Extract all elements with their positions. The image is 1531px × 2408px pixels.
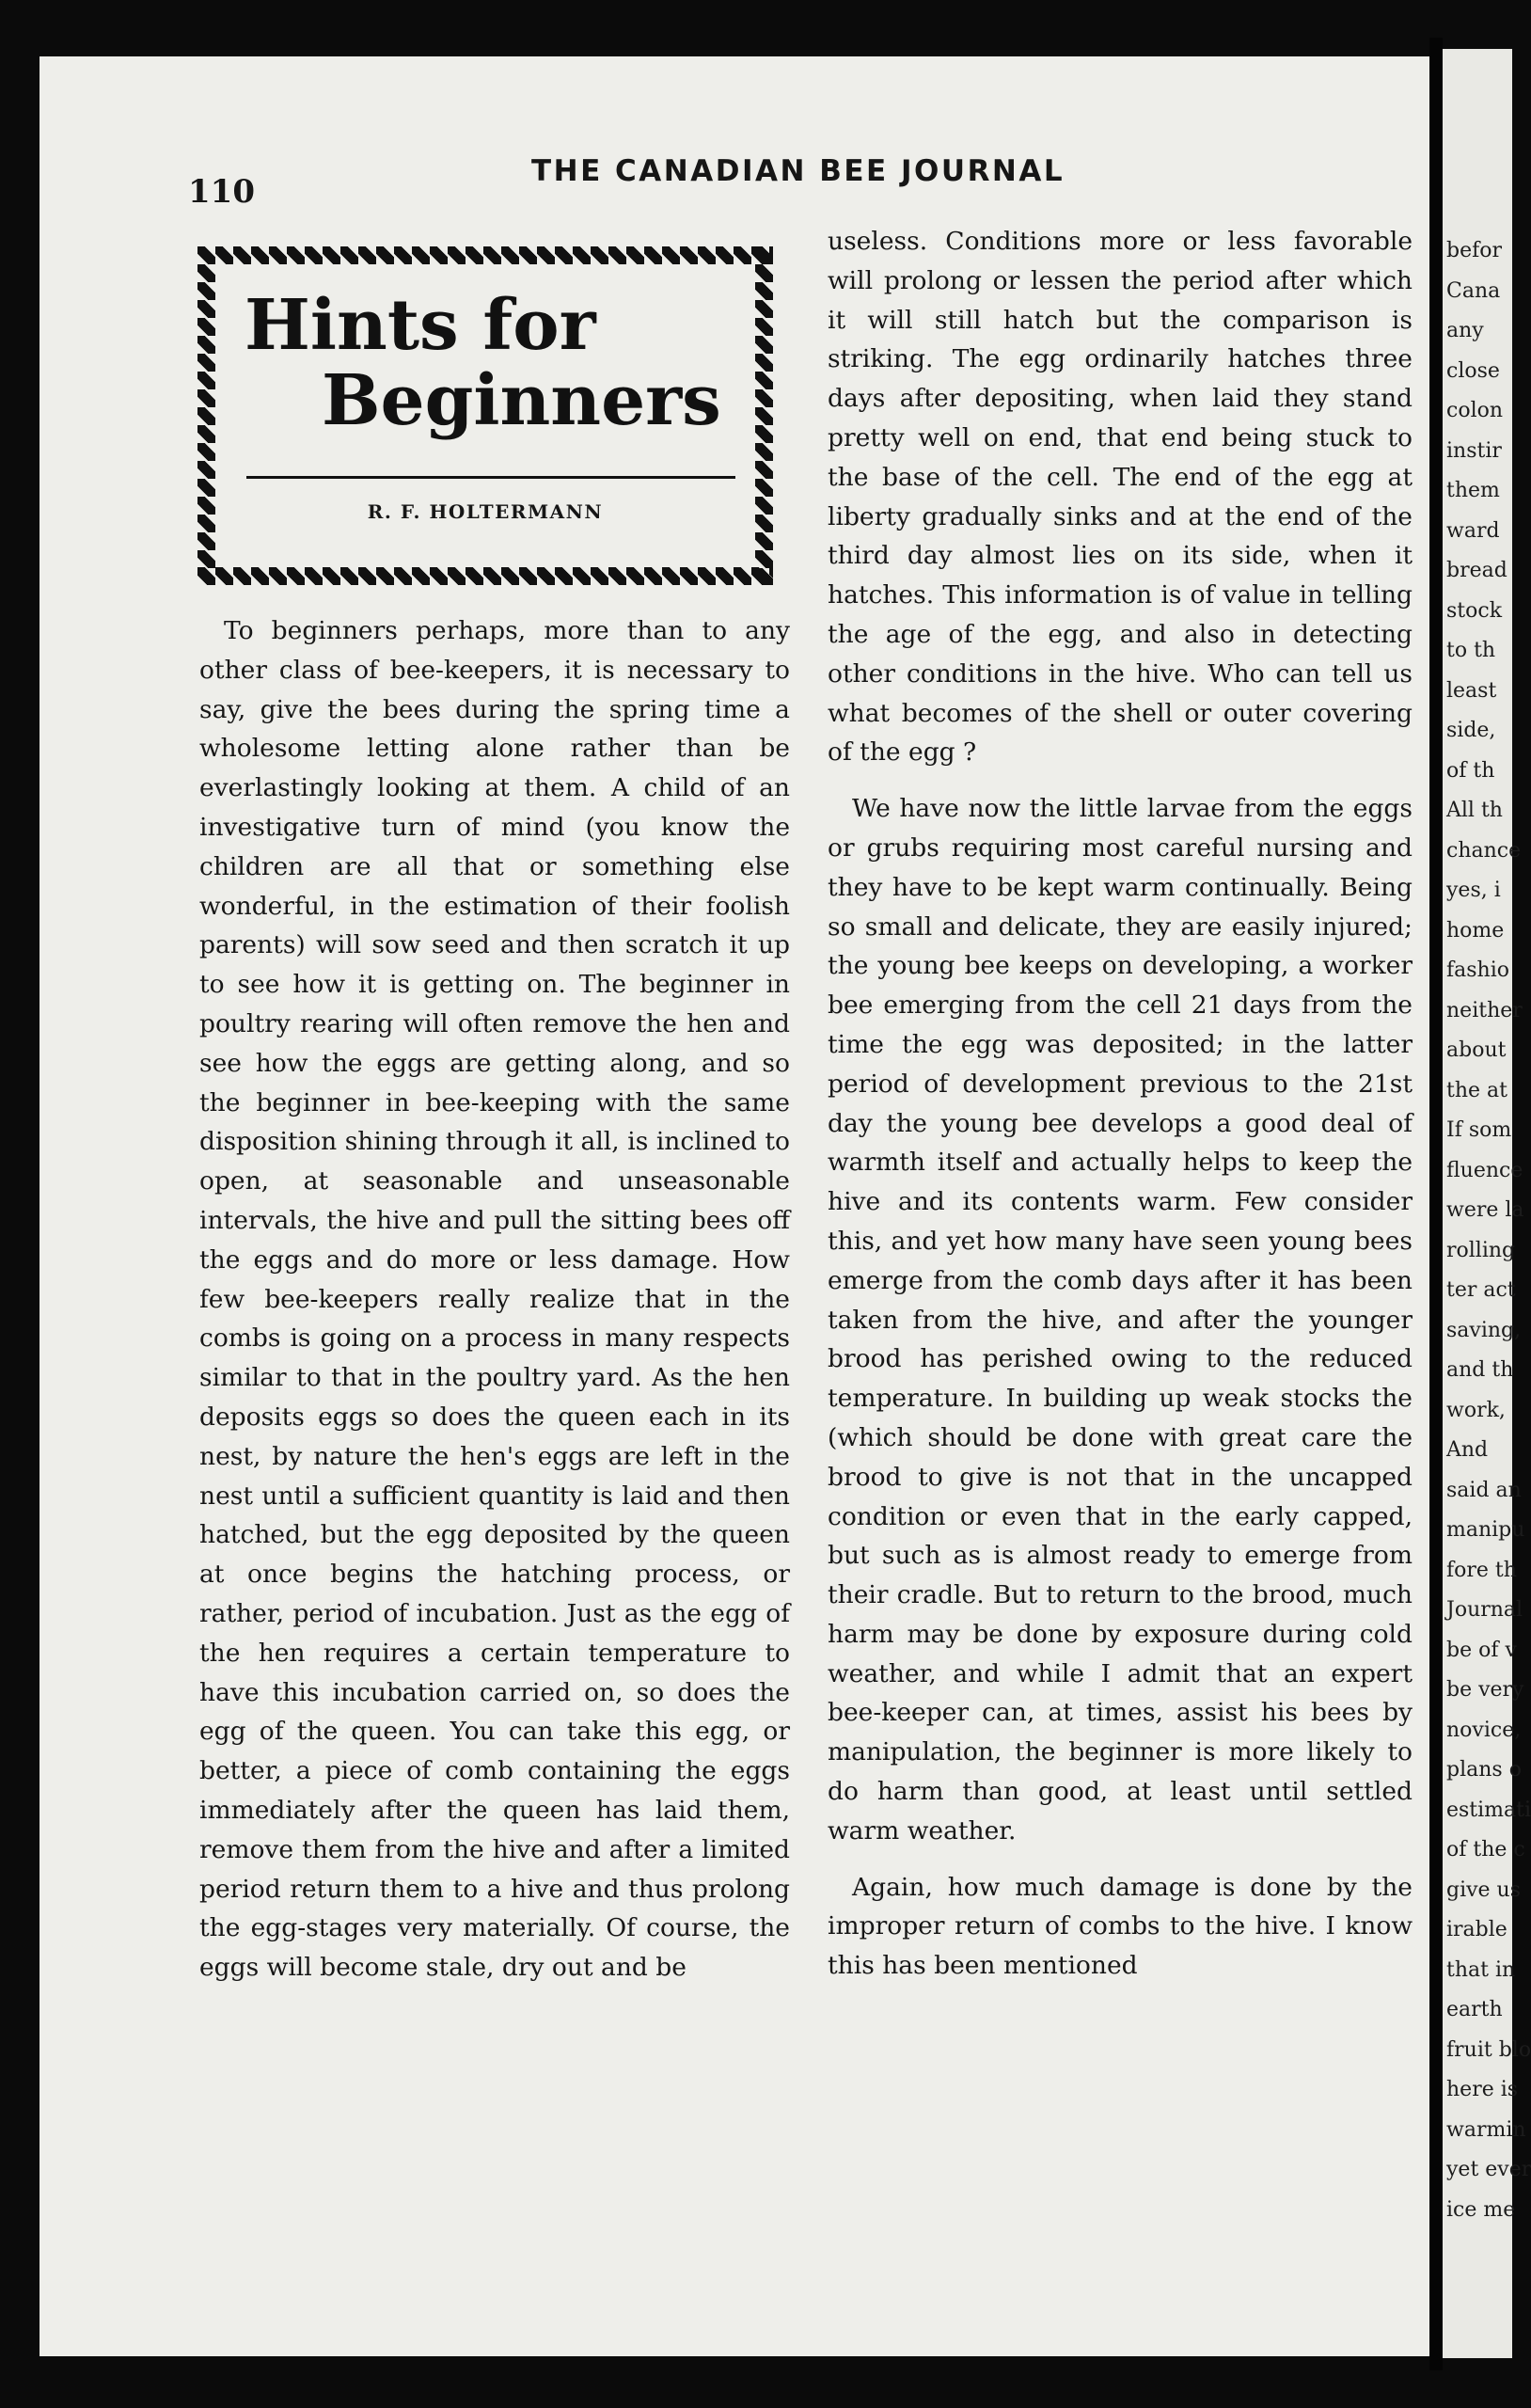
adjacent-page-text-fragment: saving, <box>1446 1318 1522 1342</box>
paragraph: We have now the little larvae from the eggs or grubs requiring most careful nursing and they have to be kept warm continually. Being so small and delicate, they are easily injured; the young bee keeps on developing, a worker bee emerging from the cell 21 days from the time the egg was deposited; in the latter period of development previous to the 21st day the young bee develops a good deal of warmth itself and actually helps to keep the hive and its contents warm. Few consider this, and yet how many have seen young bees emerge from the comb days after it has been taken from the hive, and after the younger brood has perished owing to the reduced temperature. In building up weak stocks the (which should be done with great care the brood to give is not that in the uncapped condition or even that in the early capped, but such as is almost ready to emerge from their cradle. But to return to the brood, much harm may be done by exposure during cold weather, and while I admit that an expert bee-keeper can, at times, assist his bees by manipulation, the beginner is more likely to do harm than good, at least until settled warm weather. <box>828 794 1413 1846</box>
adjacent-page-text-fragment: said an <box>1446 1478 1522 1502</box>
adjacent-page-text-fragment: and th <box>1446 1358 1514 1382</box>
column-left <box>199 611 790 1988</box>
adjacent-page-text-fragment: fruit blo <box>1446 2037 1531 2062</box>
adjacent-page-text-fragment: about <box>1446 1038 1507 1062</box>
adjacent-page-text-fragment: irable <box>1446 1918 1507 1941</box>
adjacent-page-text-fragment: fashio <box>1446 958 1509 982</box>
adjacent-page-text-fragment: home <box>1446 918 1505 943</box>
title-box <box>197 246 773 585</box>
article-title-line1: Hints for <box>245 285 596 366</box>
adjacent-page-text-fragment: give us <box>1446 1877 1522 1902</box>
adjacent-page-text-fragment: Cana <box>1446 278 1501 303</box>
adjacent-page-text-fragment: be of v <box>1446 1638 1517 1662</box>
adjacent-page-text-fragment: here is <box>1446 2078 1519 2101</box>
adjacent-page-text-fragment: chance <box>1446 838 1522 863</box>
adjacent-page-text-fragment: to th <box>1446 639 1496 662</box>
adjacent-page-text-fragment: be very <box>1446 1678 1524 1702</box>
adjacent-page-text-fragment: ter act <box>1446 1278 1516 1302</box>
adjacent-page-text-fragment: of the c <box>1446 1838 1525 1861</box>
adjacent-page-text-fragment: yes, i <box>1446 879 1501 902</box>
article-author: R. F. HOLTERMANN <box>367 500 604 523</box>
adjacent-page-text-fragment: were la <box>1446 1198 1524 1222</box>
paragraph: To beginners perhaps, more than to any other class of bee-keepers, it is necessary to say, give the bees during the spring time a wholesome letting alone rather than be everlastingly looking at them. A child of an investigative turn of mind (you know the children are all that or something else wonderful, in the estimation of their foolish parents) will sow seed and then scratch it up to see how it is getting on. The beginner in poultry rearing will often remove the hen and see how the eggs are getting along, and so the beginner in bee-keeping with the same disposition shining through it all, is inclined to open, at seasonable and unseasonable intervals, the hive and pull the sitting bees off the eggs and do more or less damage. How few bee-keepers really realize that in the combs is going on a process in many respects similar to that in the poultry yard. As the hen deposits eggs so does the queen each in its nest, by nature the hen's eggs are left in the nest until a sufficient quantity is laid and then hatched, but the egg deposited by the queen at once begins the hatching process, or rather, period of incubation. Just as the egg of the hen requires a certain temperature to have this incubation carried on, so does the egg of the queen. You can take this egg, or better, a piece of comb containing the eggs immediately after the queen has laid them, remove them from the hive and after a limited period return them to a hive and thus prolong the egg-stages very materially. Of course, the eggs will become stale, dry out and be <box>199 616 790 1983</box>
adjacent-page-text-fragment: ward <box>1446 518 1500 543</box>
adjacent-page-text-fragment: least <box>1446 678 1497 703</box>
adjacent-page-text-fragment: If som <box>1446 1118 1512 1142</box>
adjacent-page-text-fragment: of th <box>1446 758 1495 783</box>
adjacent-page-text-fragment: fluence <box>1446 1158 1523 1182</box>
adjacent-page-text-fragment: And <box>1446 1438 1489 1462</box>
page-number: 110 <box>188 173 255 211</box>
adjacent-page-text-fragment: bread <box>1446 559 1507 582</box>
adjacent-page-text-fragment: close <box>1446 358 1500 383</box>
adjacent-page-text-fragment: befor <box>1446 239 1503 262</box>
adjacent-page-text-fragment: work, <box>1446 1398 1506 1422</box>
adjacent-page-text-fragment: yet ever <box>1446 2158 1531 2181</box>
article-title-line2: Beginners <box>322 360 721 441</box>
adjacent-page-text-fragment: estimati <box>1446 1798 1531 1822</box>
paragraph: Again, how much damage is done by the improper return of combs to the hive. I know this has been mentioned <box>828 1872 1413 1981</box>
adjacent-page-text-fragment: any <box>1446 319 1484 342</box>
adjacent-page-text-fragment: novice, <box>1446 1718 1522 1742</box>
adjacent-page-text-fragment: plans o <box>1446 1758 1522 1782</box>
adjacent-page-text-fragment: that in <box>1446 1957 1516 1982</box>
adjacent-page-text-fragment: neither <box>1446 998 1523 1022</box>
adjacent-page-text-fragment: ice me <box>1446 2197 1516 2222</box>
adjacent-page-text-fragment: earth <box>1446 1998 1503 2021</box>
adjacent-page-text-fragment: warmin <box>1446 2117 1526 2142</box>
adjacent-page-text-fragment: rolling <box>1446 1238 1516 1262</box>
adjacent-page-text-fragment: fore th <box>1446 1558 1517 1582</box>
paragraph: useless. Conditions more or less favorable will prolong or lessen the period after which it will still hatch but the comparison is striking. The egg ordinarily hatches three days after depositing, when laid they stand pretty well on end, that end being stuck to the base of the cell. The end of the egg at liberty gradually sinks and at the end of the third day almost lies on its side, when it hatches. This information is of value in telling the age of the egg, and also in detecting other conditions in the hive. Who can tell us what becomes of the shell or outer covering of the egg ? <box>828 227 1413 768</box>
adjacent-page-text-fragment: manipu <box>1446 1518 1525 1542</box>
adjacent-page-text-fragment: side, <box>1446 719 1496 742</box>
adjacent-page-text-fragment: All th <box>1446 799 1503 822</box>
column-right <box>828 222 1413 1986</box>
adjacent-page-text-fragment: the at <box>1446 1078 1507 1102</box>
adjacent-page-text-fragment: instir <box>1446 438 1502 463</box>
running-head: THE CANADIAN BEE JOURNAL <box>531 154 1065 188</box>
adjacent-page-edge <box>1443 49 1531 2358</box>
title-rule <box>246 476 735 479</box>
adjacent-page-text-fragment: stock <box>1446 598 1503 623</box>
book-gutter <box>1429 38 1443 2370</box>
adjacent-page-text-fragment: colon <box>1446 399 1504 422</box>
adjacent-page-text-fragment: them <box>1446 479 1500 502</box>
adjacent-page-text-fragment: Journal <box>1446 1598 1523 1622</box>
title-box-inner <box>218 267 752 564</box>
